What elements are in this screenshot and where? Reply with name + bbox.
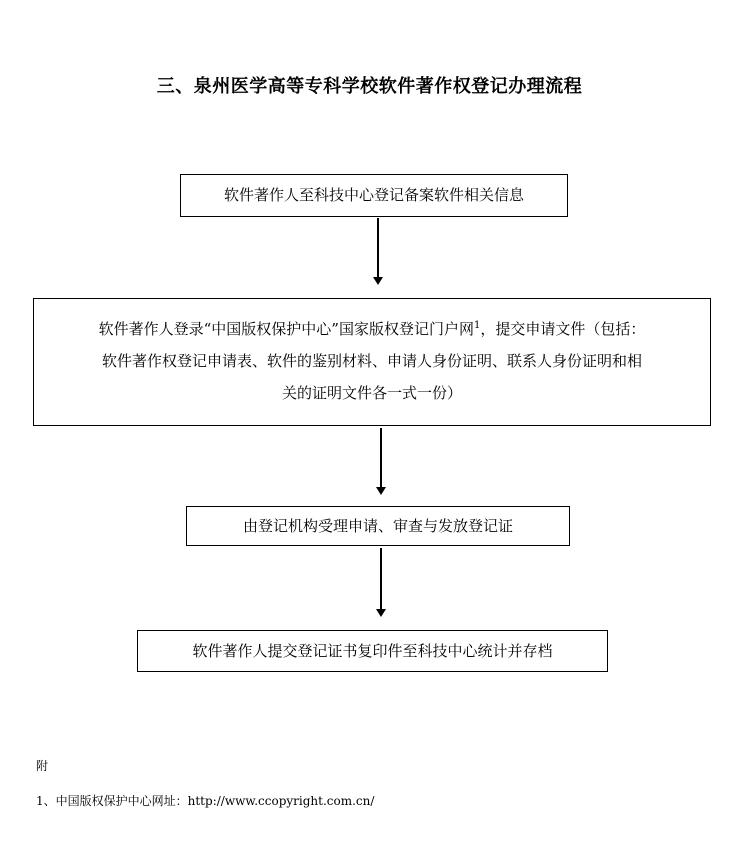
footnote-marker: 1 [473,320,481,331]
flow-arrow-down-icon [377,218,379,278]
flow-step-2 [33,298,711,426]
flow-step-3-text: 由登记机构受理申请、审查与发放登记证 [242,517,513,535]
flow-step-2-line-2: 软件著作权登记申请表、软件的鉴别材料、申请人身份证明、联系人身份证明和相 [101,352,642,370]
flow-step-2-line-1 [38,313,706,345]
appendix-label: 附 [36,759,49,773]
footnote-text: 1、中国版权保护中心网址：http://www.ccopyright.com.cn/ [36,794,375,808]
flow-step-1-text: 软件著作人至科技中心登记备案软件相关信息 [223,186,524,204]
flow-step-1 [180,174,568,217]
flow-step-2-line-3: 关的证明文件各一式一份） [281,384,462,402]
flow-step-4-text: 软件著作人提交登记证书复印件至科技中心统计并存档 [192,642,553,660]
flow-arrow-down-icon [380,548,382,610]
page-title: 三、泉州医学高等专科学校软件著作权登记办理流程 [156,76,583,97]
flow-step-2-line-1-tail: ，提交申请文件（包括： [480,320,646,338]
flow-arrow-down-icon [380,428,382,488]
flow-step-4 [137,630,608,672]
flow-step-3 [186,506,570,546]
flow-step-2-line-1-text: 软件著作人登录“中国版权保护中心”国家版权登记门户网 [98,320,474,338]
